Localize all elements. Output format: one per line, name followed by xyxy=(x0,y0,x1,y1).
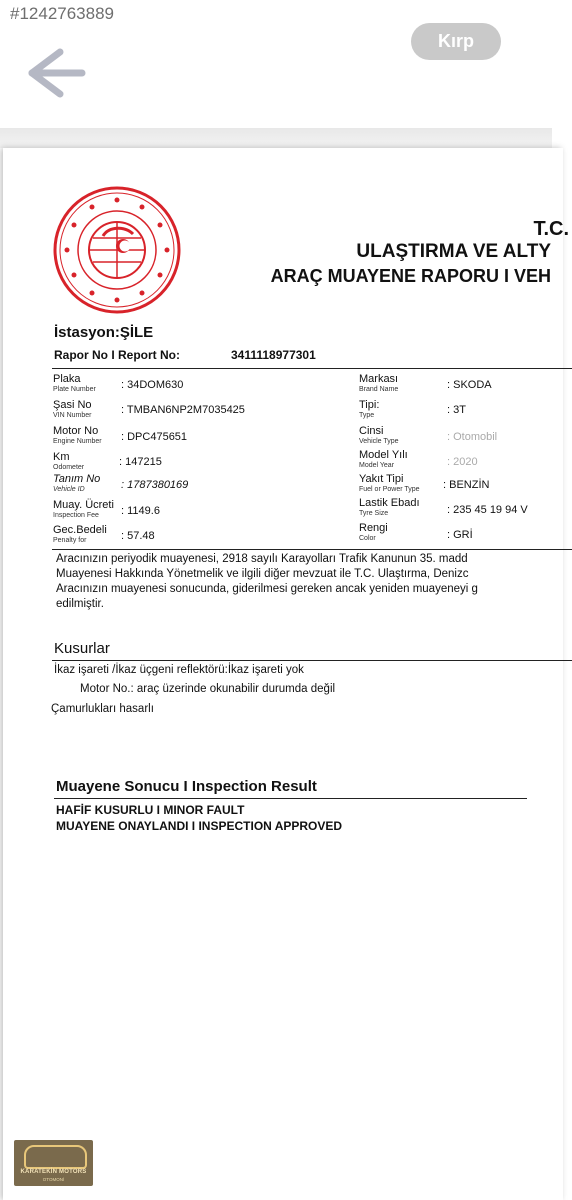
report-label: Rapor No I Report No: xyxy=(54,348,180,362)
field-value-model-year: : 2020 xyxy=(447,456,478,468)
field-label: Lastik Ebadı Tyre Size xyxy=(359,497,420,517)
defects-title: Kusurlar xyxy=(54,640,110,657)
header-tc: T.C. xyxy=(533,218,569,240)
field-label: Rengi Color xyxy=(359,522,388,542)
field-label: Gec.Bedeli Penalty for xyxy=(53,524,107,544)
fields-rule xyxy=(52,549,572,550)
field-label: Plaka Plate Number xyxy=(53,373,96,393)
result-title: Muayene Sonucu I Inspection Result xyxy=(56,778,317,795)
field-label: Tanım No Vehicle ID xyxy=(53,473,101,493)
crop-button[interactable]: Kırp xyxy=(411,23,501,60)
defect-item: Motor No.: araç üzerinde okunabilir durumda değil xyxy=(80,683,336,695)
field-label: Markası Brand Name xyxy=(359,373,399,393)
field-value-brand: : SKODA xyxy=(447,379,492,391)
field-label: Model Yılı Model Year xyxy=(359,449,408,469)
paragraph-line: Aracınızın periyodik muayenesi, 2918 sayılı Karayolları Trafik Kanunun 35. madd xyxy=(56,553,468,565)
divider xyxy=(0,128,552,148)
field-value-km: : 147215 xyxy=(119,456,162,468)
result-line: MUAYENE ONAYLANDI I INSPECTION APPROVED xyxy=(56,819,343,833)
listing-id: #1242763889 xyxy=(10,4,115,23)
result-line: HAFİF KUSURLU I MINOR FAULT xyxy=(56,803,245,817)
field-label: Km Odometer xyxy=(53,451,85,471)
field-label: Motor No Engine Number xyxy=(53,425,102,445)
paragraph-line: edilmiştir. xyxy=(56,598,104,610)
field-value-plate: : 34DOM630 xyxy=(121,379,184,391)
ministry-seal-logo xyxy=(53,186,181,314)
field-value-tyre: : 235 45 19 94 V xyxy=(447,504,528,516)
header-report-title: ARAÇ MUAYENE RAPORU I VEH xyxy=(270,266,551,286)
back-button[interactable] xyxy=(20,42,90,102)
field-value-vehicle-id: : 1787380169 xyxy=(121,479,189,491)
field-value-color: : GRİ xyxy=(447,529,473,541)
watermark-name: KARATEKİN MOTORS xyxy=(20,1169,87,1175)
field-label: Tipi: Type xyxy=(359,399,380,419)
back-arrow-icon xyxy=(20,42,90,102)
field-value-type: : 3T xyxy=(447,404,466,416)
paragraph-line: Aracınızın muayenesi sonucunda, giderilmesi gereken ancak yeniden muayeneyi g xyxy=(56,583,478,595)
field-value-fee: : 1149.6 xyxy=(121,505,160,517)
inspection-paragraph xyxy=(56,552,566,612)
defect-item: Çamurlukları hasarlı xyxy=(51,703,154,715)
top-bar xyxy=(0,0,552,128)
header-ministry: ULAŞTIRMA VE ALTY xyxy=(356,241,551,262)
report-rule xyxy=(52,368,572,369)
paragraph-line: Muayenesi Hakkında Yönetmelik ve ilgili diğer mevzuat ile T.C. Ulaştırma, Denizc xyxy=(56,568,469,580)
defect-item: İkaz işareti /İkaz üçgeni reflektörü:İkaz işareti yok xyxy=(54,664,304,676)
watermark-sub: OTOMONİ xyxy=(42,1177,65,1182)
field-value-engine: : DPC475651 xyxy=(121,431,188,443)
field-label: Şasi No VIN Number xyxy=(53,399,92,419)
defects-rule xyxy=(52,660,572,661)
car-icon xyxy=(24,1145,87,1169)
field-value-vehicle-type: : Otomobil xyxy=(447,431,498,443)
inspection-report-document xyxy=(3,148,569,1200)
station-name: İstasyon:ŞİLE xyxy=(54,324,154,341)
field-value-vin: : TMBAN6NP2M7035425 xyxy=(121,404,245,416)
field-label: Yakıt Tipi Fuel or Power Type xyxy=(359,473,420,493)
field-label: Cinsi Vehicle Type xyxy=(359,425,399,445)
result-rule xyxy=(54,798,527,799)
field-label: Muay. Ücreti Inspection Fee xyxy=(53,499,114,519)
karatekin-motors-logo xyxy=(14,1140,93,1186)
report-number: 3411118977301 xyxy=(231,348,316,362)
field-value-fuel: : BENZİN xyxy=(443,479,490,491)
field-value-penalty: : 57.48 xyxy=(121,530,155,542)
